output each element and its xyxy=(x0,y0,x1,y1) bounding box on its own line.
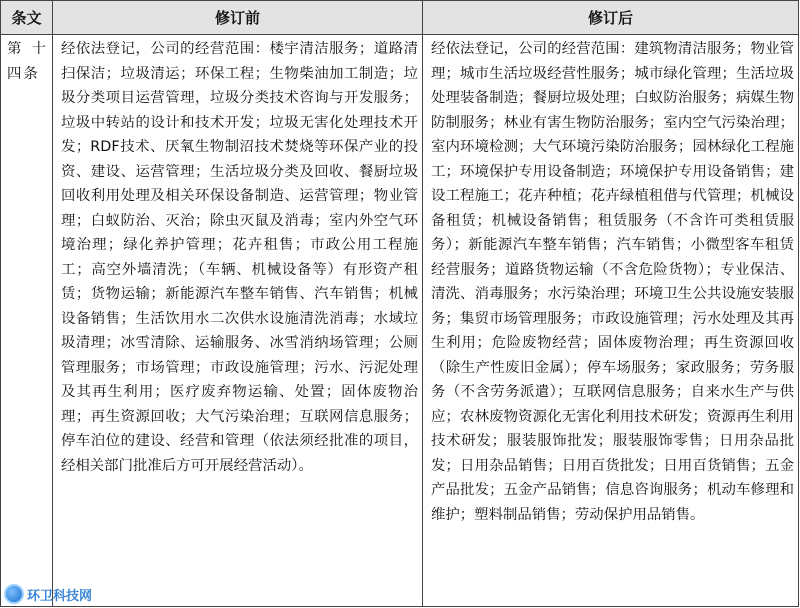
header-row xyxy=(1,1,799,35)
globe-logo-icon xyxy=(4,584,24,604)
after-cell: 经依法登记，公司的经营范围：建筑物清洁服务；物业管理；城市生活垃圾经营性服务；城市绿化管理；生活垃圾处理装备制造；餐厨垃圾处理；白蚁防治服务；病媒生物防制服务；林业有害生物防治服务；室内空气污染治理；室内环境检测；大气环境污染防治服务；园林绿化工程施工；环境保护专用设备制造；环境保护专用设备销售；建设工程施工；花卉种植；花卉绿植租借与代管理；机械设备租赁；机械设备销售；租赁服务（不含许可类租赁服务）；新能源汽车整车销售；汽车销售；小微型客车租赁经营服务；道路货物运输（不含危险货物）；专业保洁、清洗、消毒服务；水污染治理；环境卫生公共设施安装服务；集贸市场管理服务；市政设施管理；污水处理及其再生利用；危险废物经营；固体废物治理；再生资源回收（除生产性废旧金属）；停车场服务；家政服务；劳务服务（不含劳务派遣）；互联网信息服务；自来水生产与供应；农林废物资源化无害化利用技术研发；资源再生利用技术研发；服装服饰批发；服装服饰零售；日用杂品批发；日用杂品销售；日用百货批发；日用百货销售；五金产品批发；五金产品销售；信息咨询服务；机动车修理和维护；塑料制品销售；劳动保护用品销售。 xyxy=(423,35,799,607)
watermark xyxy=(4,583,92,605)
watermark-text: 环卫科技网 xyxy=(27,588,93,604)
header-after: 修订后 xyxy=(423,1,799,35)
header-article: 条文 xyxy=(1,1,53,35)
article-cell: 第十四条 xyxy=(1,35,53,607)
before-cell: 经依法登记，公司的经营范围：楼宇清洁服务；道路清扫保洁；垃圾清运；环保工程；生物柴油加工制造；垃圾分类项目运营管理，垃圾分类技术咨询与开发服务；垃圾中转站的设计和技术开发；垃圾无害化处理技术开发；RDF技术、厌氧生物制沼技术焚烧等环保产业的投资、建设、运营管理；生活垃圾分类及回收、餐厨垃圾回收利用处理及相关环保设备制造、运营管理；物业管理；白蚁防治、灭治；除虫灭鼠及消毒；室内外空气环境治理；绿化养护管理；花卉租售；市政公用工程施工；高空外墙清洗；（车辆、机械设备等）有形资产租赁；货物运输；新能源汽车整车销售、汽车销售；机械设备销售；生活饮用水二次供水设施清洗消毒；水域垃圾清理；冰雪清除、运输服务、冰雪消纳场管理；公厕管理服务；市场管理；市政设施管理；污水、污泥处理及其再生利用；医疗废弃物运输、处置；固体废物治理；再生资源回收；大气污染治理；互联网信息服务；停车泊位的建设、经营和管理（依法须经批准的项目，经相关部门批准后方可开展经营活动）。 xyxy=(53,35,423,607)
table-row xyxy=(1,35,799,607)
header-before: 修订前 xyxy=(53,1,423,35)
